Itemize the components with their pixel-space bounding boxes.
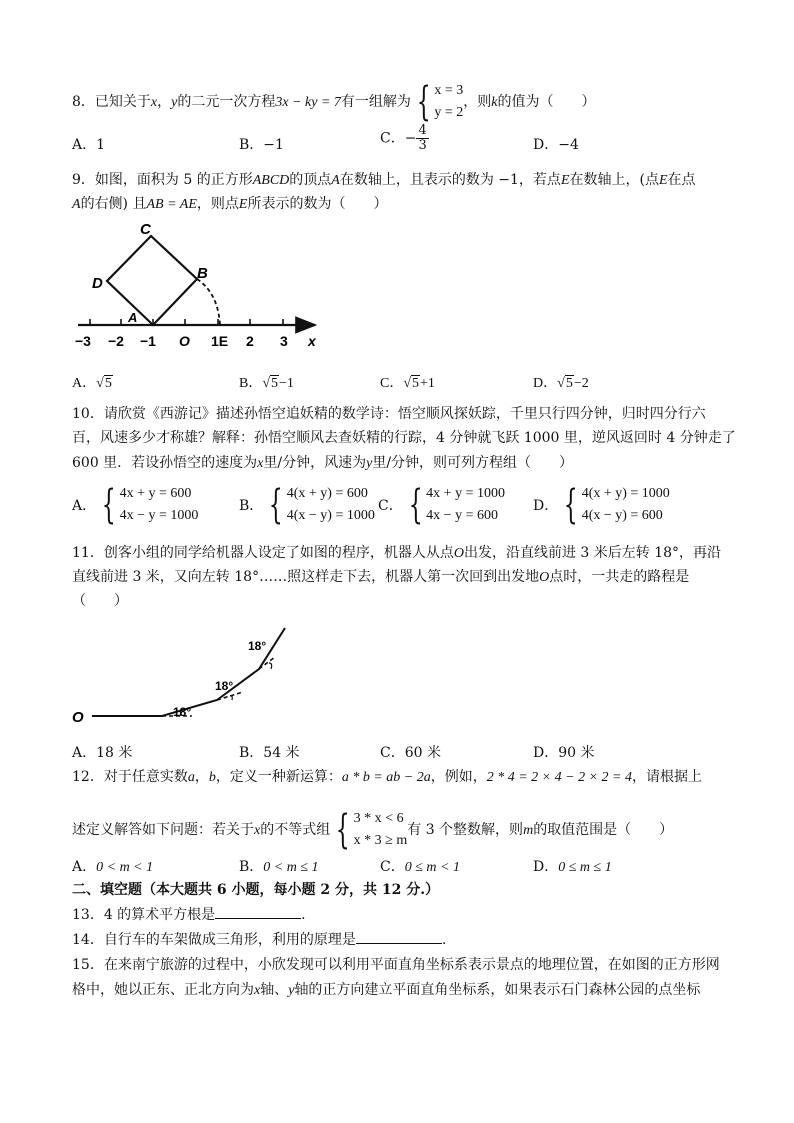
label-o: O bbox=[72, 709, 84, 726]
question-8-stem: 8．已知关于x，y的二元一次方程3x − ky = 7有一组解为 { x = 3 y = 2 ，则k的值为（ ） bbox=[72, 79, 596, 125]
option-a[interactable]: A．0 < m < 1 bbox=[72, 859, 154, 875]
option-b[interactable]: B． { 4(x + y) = 600 4(x − y) = 1000 bbox=[239, 482, 375, 528]
option-d[interactable]: D．√5−2 bbox=[533, 376, 589, 391]
arc-ab-ae bbox=[197, 279, 220, 325]
label-b: B bbox=[197, 265, 208, 282]
inequality-system: { 3 * x < 6 x * 3 ≥ m bbox=[335, 807, 408, 853]
option-b[interactable]: B．54 米 bbox=[239, 745, 300, 761]
answer-blank[interactable] bbox=[356, 929, 442, 944]
fraction: $\frac{4}{3}$ bbox=[418, 123, 427, 153]
square-abcd bbox=[107, 236, 197, 325]
question-9-stem-line-1: 9．如图，面积为 5 的正方形ABCD的顶点A在数轴上，且表示的数为 −1，若点E在数轴上，(点E在点 bbox=[72, 172, 696, 188]
question-12-stem-line-2: 述定义解答如下问题：若关于x的不等式组 { 3 * x < 6 x * 3 ≥ m 有 3 个整数解，则m的取值范围是（ ） bbox=[72, 807, 674, 853]
question-10-stem-line-3: 600 里．若设孙悟空的速度为x里/分钟，风速为y里/分钟，则可列方程组（ ） bbox=[72, 455, 574, 471]
question-12-stem-line-1: 12．对于任意实数a，b，定义一种新运算：a * b = ab − 2a，例如，2 * 4 = 2 × 4 − 2 × 2 = 4，请根据上 bbox=[72, 769, 702, 785]
question-10-stem-line-2: 百，风速多少才称雄？解释：孙悟空顺风去查妖精的行踪，4 分钟就飞跃 1000 里，逆风返回时 4 分钟走了 bbox=[72, 430, 736, 446]
option-c[interactable]: C． { 4x + y = 1000 4x − y = 600 bbox=[378, 482, 505, 528]
tick-label: −2 bbox=[108, 333, 124, 349]
question-15-stem-line-1: 15．在来南宁旅游的过程中，小欣发现可以利用平面直角坐标系表示景点的地理位置，在如图的正方形网 bbox=[72, 957, 720, 973]
option-b[interactable]: B．−1 bbox=[239, 137, 284, 153]
label-d: D bbox=[92, 275, 103, 292]
label-c: C bbox=[140, 221, 151, 238]
robot-path-figure bbox=[70, 618, 300, 730]
tick-label: 2 bbox=[246, 333, 254, 349]
option-d[interactable]: D．−4 bbox=[533, 137, 579, 153]
answer-blank[interactable] bbox=[215, 904, 301, 919]
option-a[interactable]: A．18 米 bbox=[72, 745, 133, 761]
question-11-stem-line-3: （ ） bbox=[72, 593, 128, 609]
angle-label: 18° bbox=[173, 705, 192, 719]
option-d[interactable]: D．0 ≤ m ≤ 1 bbox=[533, 859, 612, 875]
question-14: 14．自行车的车架做成三角形，利用的原理是 . bbox=[72, 929, 446, 950]
label-e: 1E bbox=[211, 333, 229, 349]
option-b[interactable]: B．0 < m ≤ 1 bbox=[239, 859, 319, 875]
option-a[interactable]: A．1 bbox=[72, 137, 106, 153]
option-c[interactable]: C．√5+1 bbox=[380, 376, 435, 391]
option-b[interactable]: B．√5−1 bbox=[239, 376, 294, 391]
option-d[interactable]: D． { 4(x + y) = 1000 4(x − y) = 600 bbox=[533, 482, 670, 528]
option-c[interactable]: C．− $\frac{4}{3}$ bbox=[380, 123, 427, 153]
question-10-stem-line-1: 10．请欣赏《西游记》描述孙悟空追妖精的数学诗：悟空顺风探妖踪，千里只行四分钟，归时四分行六 bbox=[72, 406, 706, 422]
angle-label: 18° bbox=[248, 639, 267, 653]
question-11-stem-line-1: 11．创客小组的同学给机器人设定了如图的程序，机器人从点O出发，沿直线前进 3 米后左转 18°，再沿 bbox=[72, 545, 722, 561]
option-d[interactable]: D．90 米 bbox=[533, 745, 595, 761]
label-a: A bbox=[128, 310, 138, 325]
equation: 3x − ky = 7 bbox=[275, 95, 341, 110]
label-o: O bbox=[179, 333, 190, 349]
question-11-stem-line-2: 直线前进 3 米，又向左转 18°……照这样走下去，机器人第一次回到出发地O点时，一共走的路程是 bbox=[72, 569, 690, 585]
tick-label: 3 bbox=[280, 333, 288, 349]
option-a[interactable]: A． { 4x + y = 600 4x − y = 1000 bbox=[72, 482, 199, 528]
tick-label: −3 bbox=[75, 333, 91, 349]
option-c[interactable]: C．0 ≤ m < 1 bbox=[380, 859, 460, 875]
section-heading: 二、填空题（本大题共 6 小题，每小题 2 分，共 12 分.） bbox=[72, 882, 440, 898]
tick-label: −1 bbox=[140, 333, 156, 349]
question-13: 13．4 的算术平方根是 . bbox=[72, 904, 306, 925]
solution-system: { x = 3 y = 2 bbox=[416, 79, 464, 125]
question-9-stem-line-2: A的右侧) 且AB = AE，则点E所表示的数为（ ） bbox=[72, 196, 388, 212]
option-c[interactable]: C．60 米 bbox=[380, 745, 441, 761]
question-15-stem-line-2: 格中，她以正东、正北方向为x轴、y轴的正方向建立平面直角坐标系，如果表示石门森林公园的点坐标 bbox=[72, 982, 701, 998]
label-x: x bbox=[308, 333, 316, 349]
number-line-square-figure bbox=[70, 218, 330, 358]
angle-label: 18° bbox=[215, 679, 234, 693]
option-a[interactable]: A．√5 bbox=[72, 376, 112, 391]
